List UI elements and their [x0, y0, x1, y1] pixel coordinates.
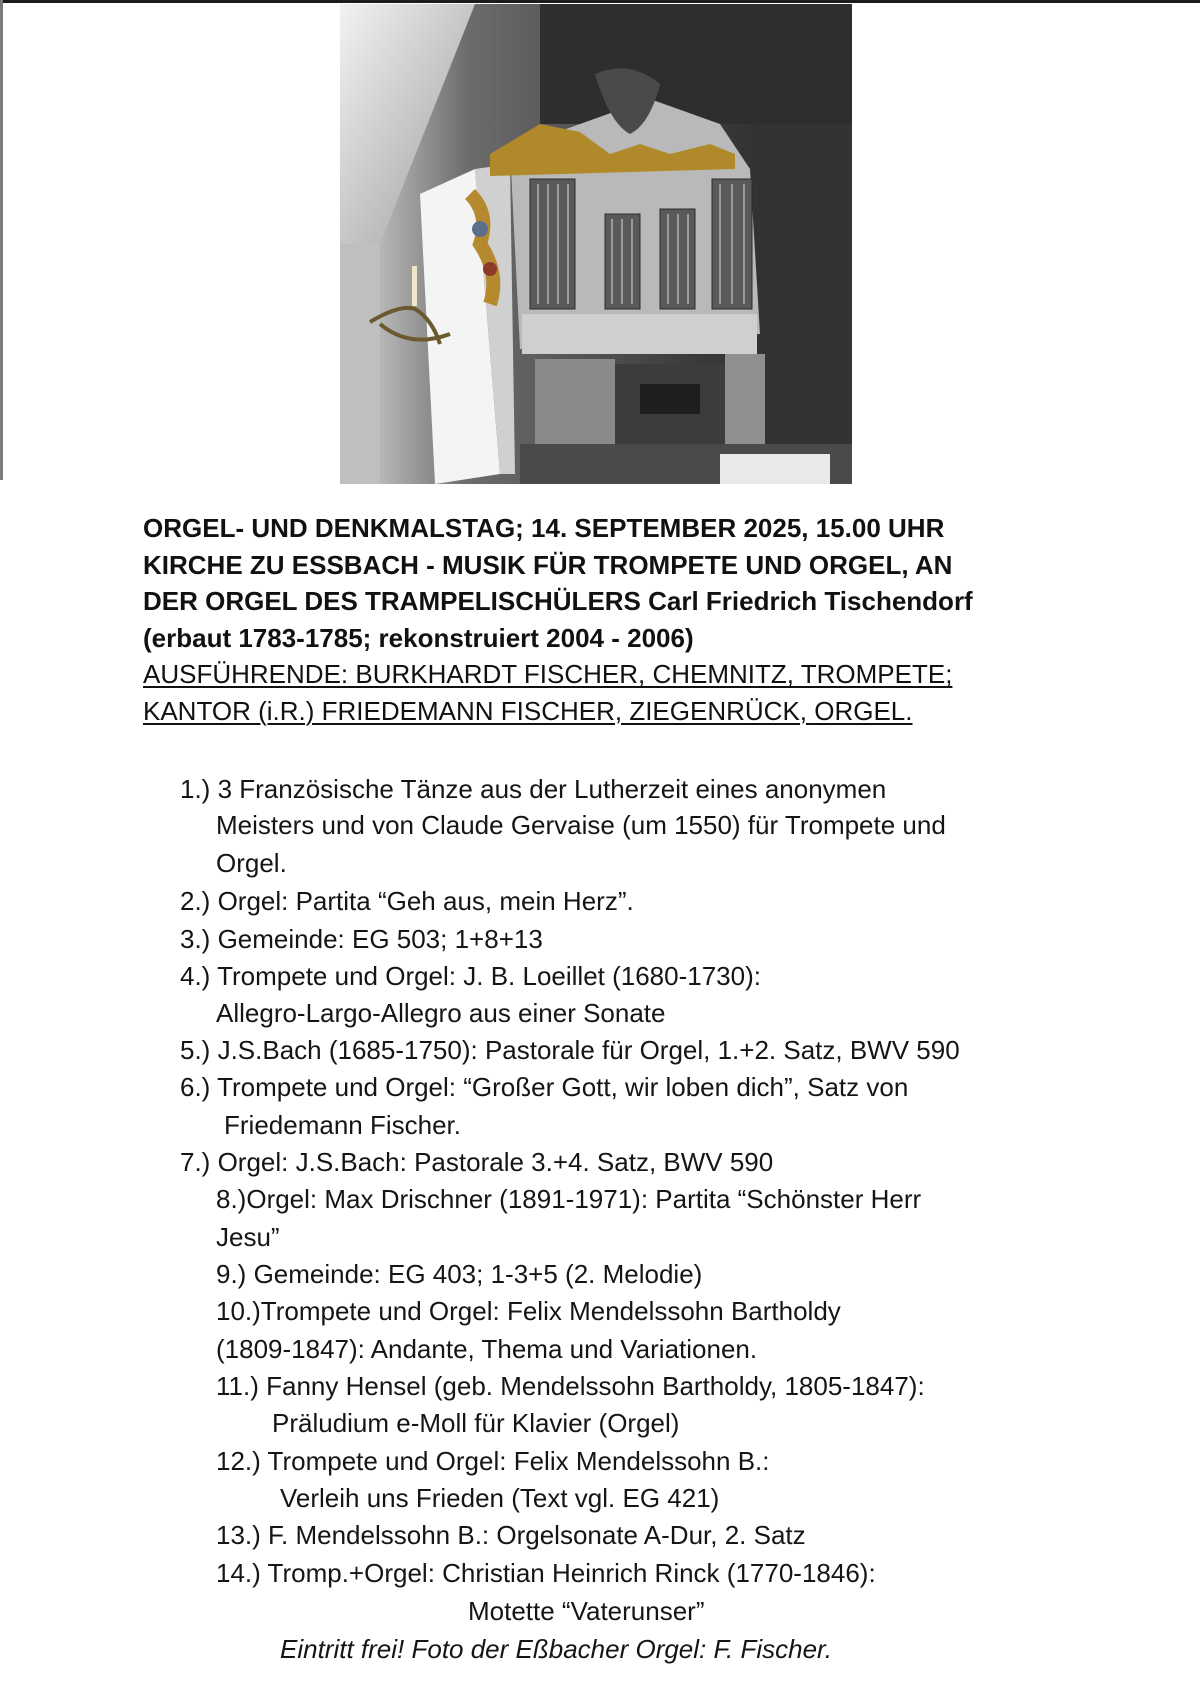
- organ-photo-drawing: [340, 4, 852, 484]
- header-line-3: DER ORGEL DES TRAMPELISCHÜLERS Carl Friedrich Tischendorf: [143, 586, 973, 616]
- program-line: 7.) Orgel: J.S.Bach: Pastorale 3.+4. Satz, BWV 590: [180, 1147, 774, 1177]
- program-line: Präludium e-Moll für Klavier (Orgel): [272, 1408, 680, 1438]
- program-line: Jesu”: [216, 1222, 280, 1252]
- program-line: 9.) Gemeinde: EG 403; 1-3+5 (2. Melodie): [216, 1259, 703, 1289]
- scan-left-shadow: [0, 0, 3, 480]
- program-line: 4.) Trompete und Orgel: J. B. Loeillet (1680-1730):: [180, 961, 761, 991]
- program-line: 2.) Orgel: Partita “Geh aus, mein Herz”.: [180, 886, 634, 916]
- program-line: Motette “Vaterunser”: [468, 1596, 705, 1626]
- header-line-4: (erbaut 1783-1785; rekonstruiert 2004 - 2006): [143, 622, 694, 653]
- header-line-1: ORGEL- UND DENKMALSTAG; 14. SEPTEMBER 2025, 15.00 UHR: [143, 513, 945, 543]
- organ-photo: [340, 4, 852, 484]
- program-line: 12.) Trompete und Orgel: Felix Mendelssohn B.:: [216, 1446, 770, 1476]
- program-line: Friedemann Fischer.: [224, 1110, 461, 1140]
- program-line: 14.) Tromp.+Orgel: Christian Heinrich Rinck (1770-1846):: [216, 1558, 876, 1588]
- header-line-2: KIRCHE ZU ESSBACH - MUSIK FÜR TROMPETE UND ORGEL, AN: [143, 549, 953, 580]
- program-line: 3.) Gemeinde: EG 503; 1+8+13: [180, 924, 543, 954]
- program-line: 5.) J.S.Bach (1685-1750): Pastorale für Orgel, 1.+2. Satz, BWV 590: [180, 1035, 960, 1065]
- program-line: Meisters und von Claude Gervaise (um 1550) für Trompete und: [216, 810, 946, 840]
- program-line: 1.) 3 Französische Tänze aus der Lutherzeit eines anonymen: [180, 774, 887, 804]
- footer-note: Eintritt frei! Foto der Eßbacher Orgel: F. Fischer.: [280, 1634, 832, 1664]
- program-line: 6.) Trompete und Orgel: “Großer Gott, wir loben dich”, Satz von: [180, 1072, 909, 1102]
- program-line: Orgel.: [216, 848, 287, 878]
- performers-line-2: KANTOR (i.R.) FRIEDEMANN FISCHER, ZIEGENRÜCK, ORGEL.: [143, 695, 913, 726]
- program-line: Allegro-Largo-Allegro aus einer Sonate: [216, 998, 666, 1028]
- program-line: 8.)Orgel: Max Drischner (1891-1971): Partita “Schönster Herr: [216, 1184, 922, 1214]
- performers-line-1: AUSFÜHRENDE: BURKHARDT FISCHER, CHEMNITZ, TROMPETE;: [143, 659, 953, 689]
- program-line: 13.) F. Mendelssohn B.: Orgelsonate A-Dur, 2. Satz: [216, 1520, 806, 1550]
- scan-top-edge: [0, 0, 1200, 3]
- program-line: 11.) Fanny Hensel (geb. Mendelssohn Bartholdy, 1805-1847):: [216, 1371, 925, 1401]
- program-line: (1809-1847): Andante, Thema und Variationen.: [216, 1334, 758, 1364]
- program-line: Verleih uns Frieden (Text vgl. EG 421): [280, 1483, 720, 1513]
- program-line: 10.)Trompete und Orgel: Felix Mendelssohn Bartholdy: [216, 1296, 841, 1326]
- event-header: [143, 510, 1083, 729]
